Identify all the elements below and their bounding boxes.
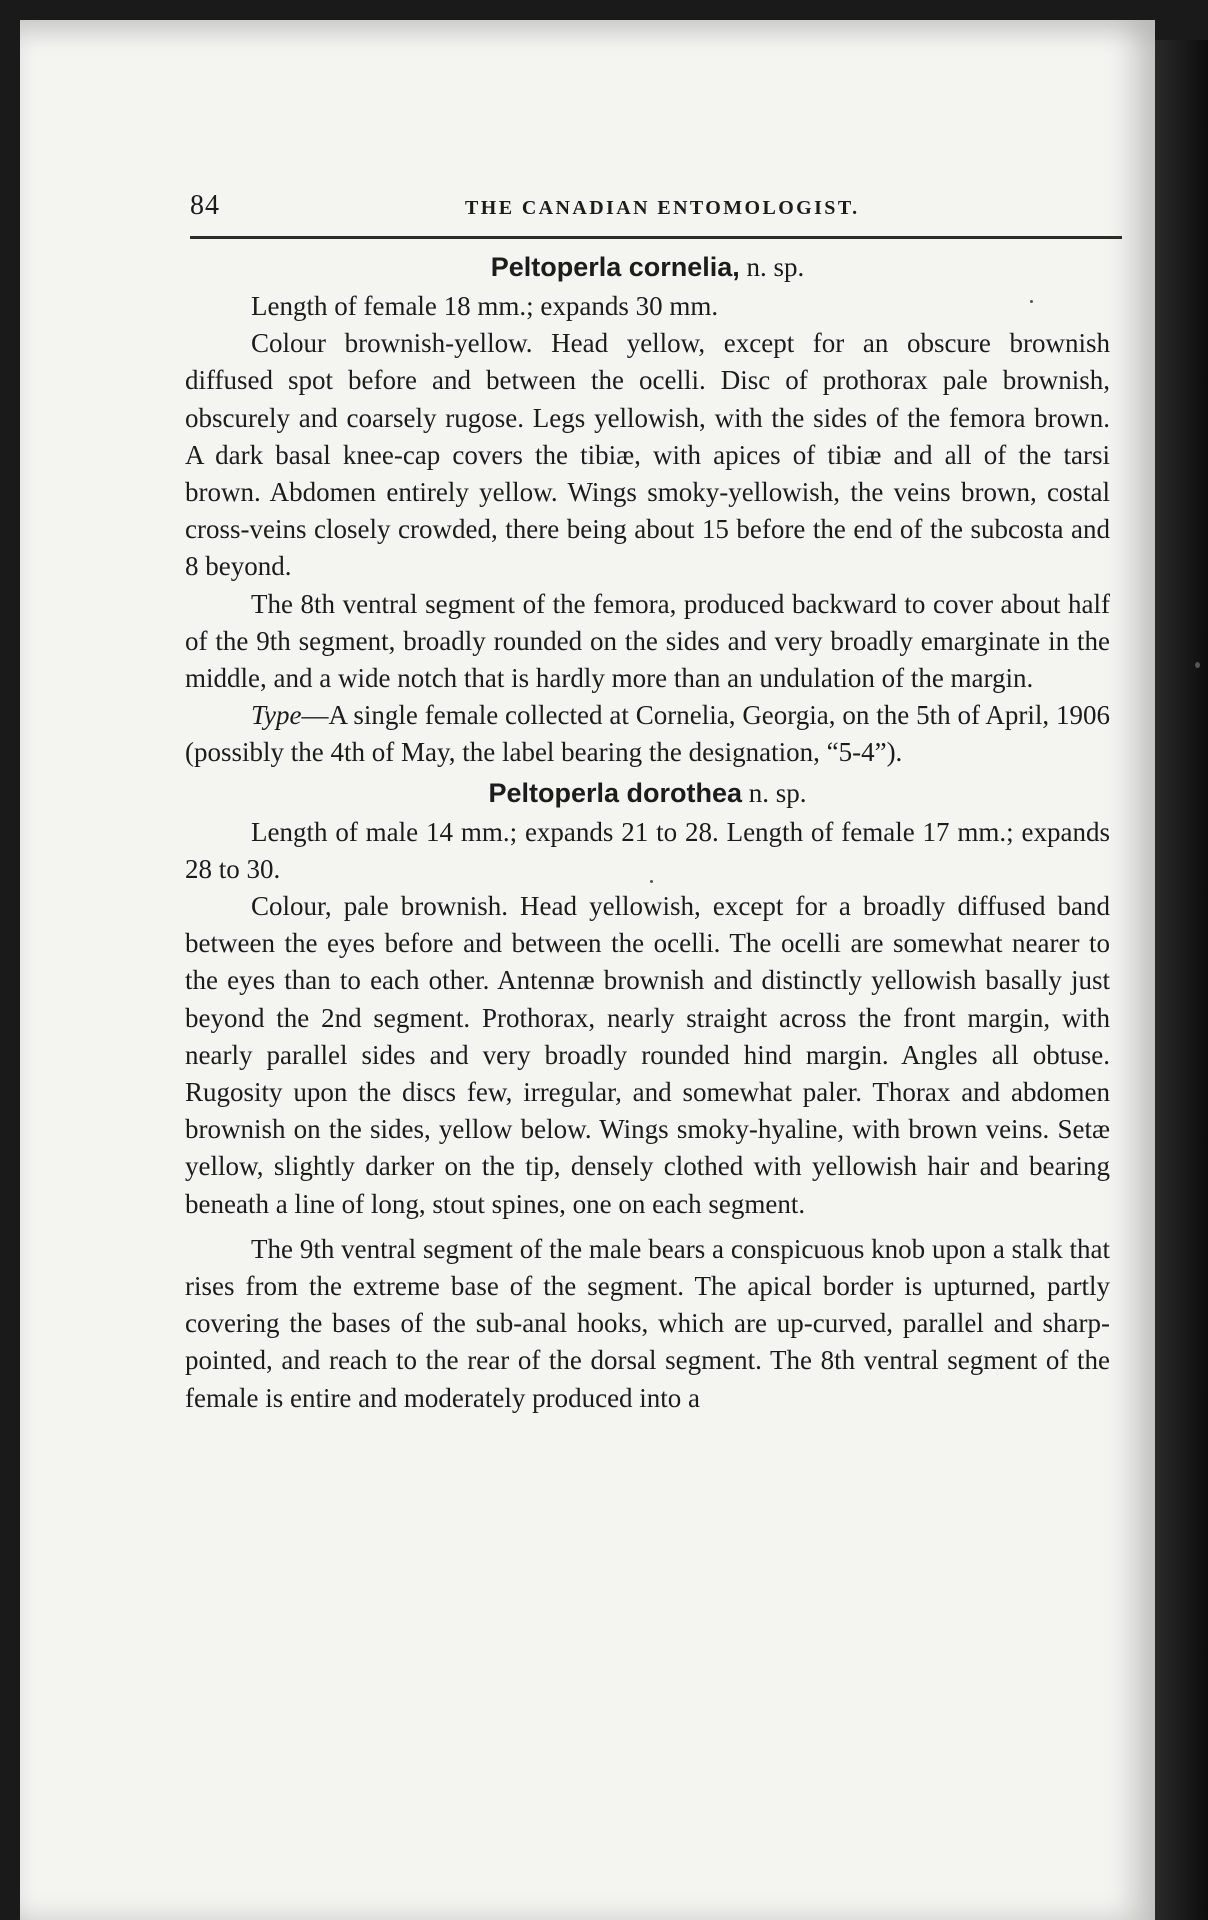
paper-speck <box>1195 662 1200 668</box>
paragraph: Length of male 14 mm.; expands 21 to 28. Length of female 17 mm.; expands 28 to 30. <box>185 816 1110 884</box>
species-heading-cornelia <box>185 246 1110 288</box>
page-number: 84 <box>190 190 220 221</box>
paragraph: Colour brownish-yellow. Head yellow, except for an obscure brownish diffused spot before and between the ocelli. Disc of prothorax pale brownish, obscurely and coarsely rugose. Legs yellowish, with the sides of the femora brown. A dark basal knee-cap covers the tibiæ, with apices of tibiæ and all of the tarsi brown. Abdomen entirely yellow. Wings smoky-yellowish, the veins brown, costal cross-veins closely crowded, there being about 15 before the end of the subcosta and 8 beyond. <box>185 328 1110 582</box>
paragraph: Length of female 18 mm.; expands 30 mm. <box>251 291 719 321</box>
species-name: Peltoperla dorothea <box>488 777 743 808</box>
type-text: —A single female collected at Cornelia, Georgia, on the 5th of April, 1906 (possibly the 4th of May, the label bearing the designation, “5-4”). <box>185 700 1110 768</box>
species-suffix: n. sp. <box>739 252 805 282</box>
paragraph: Colour, pale brownish. Head yellowish, except for a broadly diffused band between the eyes before and between the ocelli. The ocelli are somewhat nearer to the eyes than to each other. Antennæ brownish and distinctly yellowish basally just beyond the 2nd segment. Prothorax, nearly straight across the front margin, with nearly parallel sides and very broadly rounded hind margin. Angles all obtuse. Rugosity upon the discs few, irregular, and somewhat paler. Thorax and abdomen brownish on the sides, yellow below. Wings smoky-hyaline, with brown veins. Setæ yellow, slightly darker on the tip, densely clothed with yellowish hair and bearing beneath a line of long, stout spines, one on each segment. <box>185 891 1110 1219</box>
species-suffix: n. sp. <box>742 777 807 808</box>
journal-title: THE CANADIAN ENTOMOLOGIST. <box>465 197 860 219</box>
paper-speck <box>650 880 653 883</box>
paragraph: The 8th ventral segment of the femora, produced backward to cover about half of the 9th segment, broadly rounded on the sides and very broadly emarginate in the middle, and a wide notch that is hardly more than an undulation of the margin. <box>185 588 1110 694</box>
type-label: Type <box>251 700 302 731</box>
species-name: Peltoperla cornelia, <box>490 252 740 282</box>
body-text <box>185 246 1110 1417</box>
running-header <box>190 190 1122 230</box>
paragraph: The 9th ventral segment of the male bears a conspicuous knob upon a stalk that rises from the extreme base of the segment. The apical border is upturned, partly covering the bases of the sub-anal hooks, which are up-curved, parallel and sharp-pointed, and reach to the rear of the dorsal segment. The 8th ventral segment of the female is entire and moderately produced into a <box>185 1233 1110 1413</box>
page-edge-shadow <box>1155 40 1208 1920</box>
header-rule <box>190 236 1122 239</box>
species-heading-dorothea <box>185 772 1110 814</box>
paragraph-gap <box>185 1223 1110 1231</box>
type-paragraph <box>185 697 1110 771</box>
paper-speck <box>1030 300 1033 303</box>
